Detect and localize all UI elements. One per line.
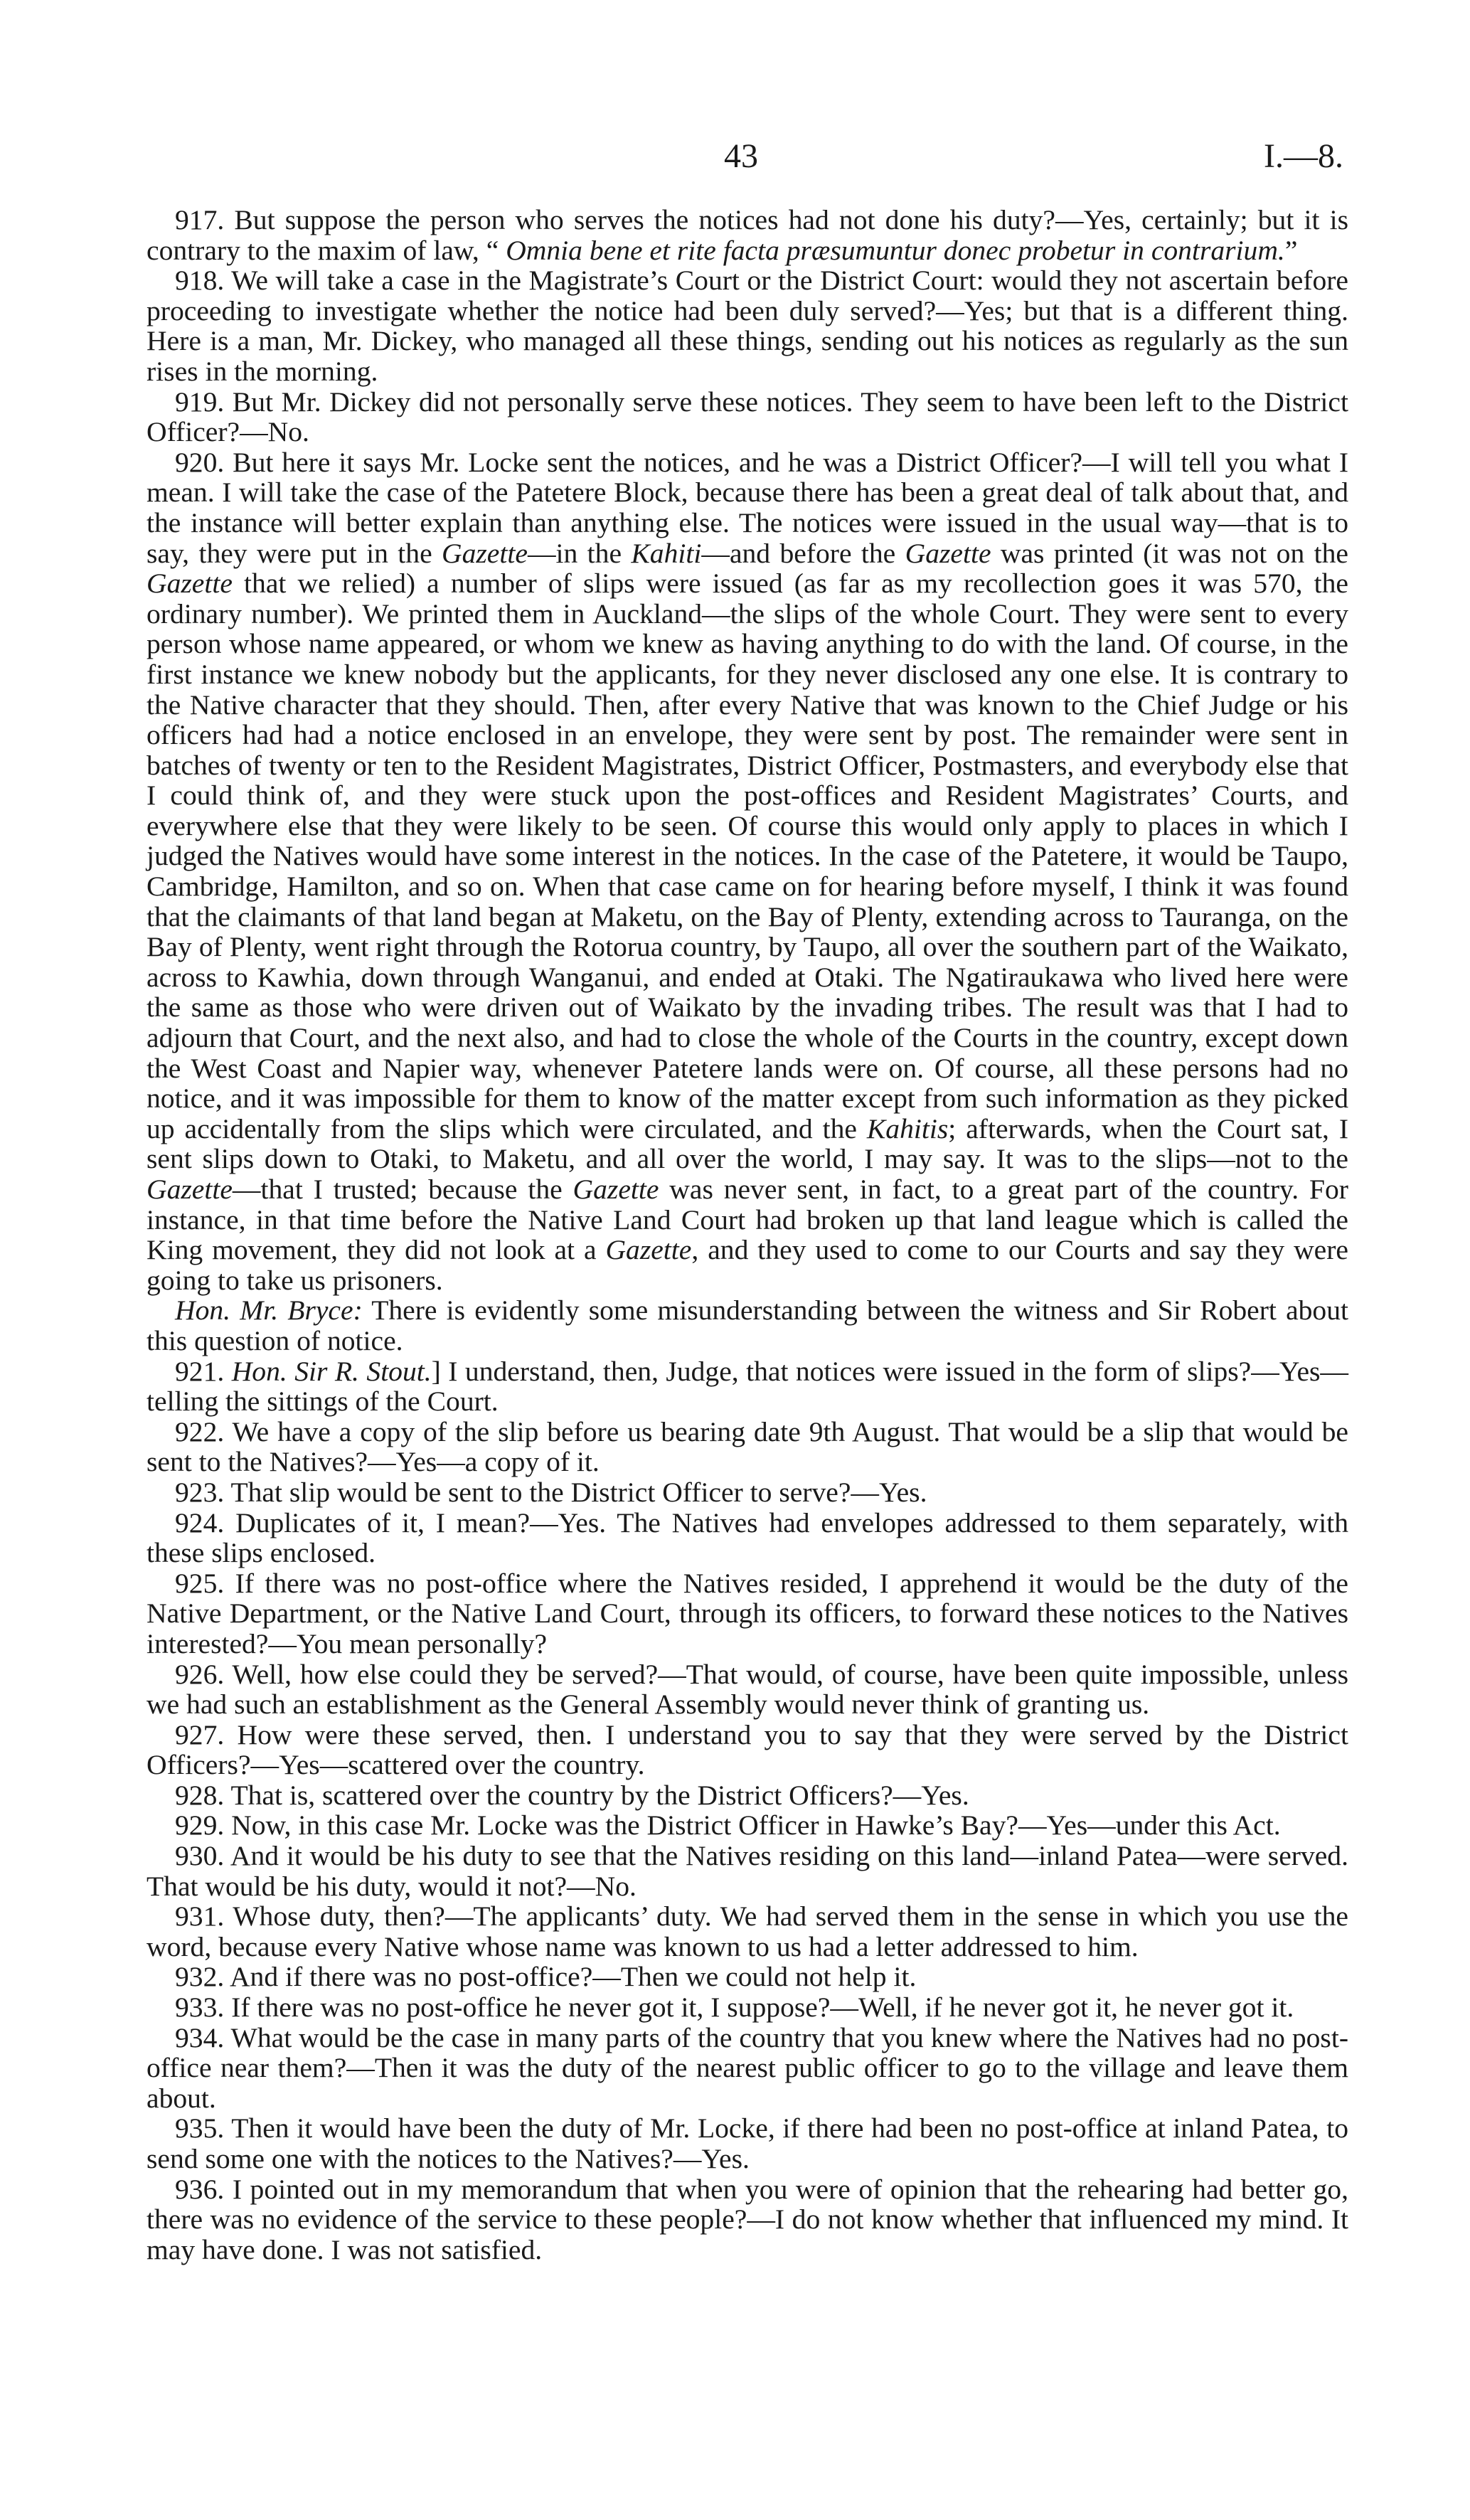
paragraph-934: 934. What would be the case in many parts of the country that you knew where the Natives had no post-office near them?—Then it was the duty of the nearest public officer to go to the village and leave them about. bbox=[147, 2021, 1348, 2114]
paragraph-925: 925. If there was no post-office where the Natives resided, I apprehend it would be the duty of the Native Department, or the Native Land Court, through its officers, to forward these notices to the Natives interested?—You mean personally? bbox=[147, 1567, 1348, 1659]
paragraph-927: 927. How were these served, then. I understand you to say that they were served by the District Officers?—Yes—scattered over the country. bbox=[147, 1718, 1348, 1781]
speaker-name: Hon. Sir R. Stout. bbox=[231, 1355, 432, 1387]
paragraph-930: 930. And it would be his duty to see that the Natives residing on this land—inland Patea—were served. That would be his duty, would it not?—No. bbox=[147, 1840, 1348, 1902]
document-reference: I.—8. bbox=[1264, 137, 1343, 175]
paragraph-918: 918. We will take a case in the Magistrate’s Court or the District Court: would they not ascertain before proceeding to investigate whether the notice had been duly served?—Yes; but that is a different thing. Here is a man, Mr. Dickey, who managed all these things, sending out his notices as regularly as the sun rises in the morning. bbox=[147, 265, 1348, 387]
paragraph-924: 924. Duplicates of it, I mean?—Yes. The Natives had envelopes addressed to them separately, with these slips enclosed. bbox=[147, 1506, 1348, 1569]
paragraph-931: 931. Whose duty, then?—The applicants’ duty. We had served them in the sense in which you use the word, because every Native whose name was known to us had a letter addressed to him. bbox=[147, 1900, 1348, 1962]
paragraph-923: 923. That slip would be sent to the District Officer to serve?—Yes. bbox=[175, 1476, 927, 1508]
speaker-name: Hon. Mr. Bryce: bbox=[175, 1294, 363, 1327]
paragraph-932: 932. And if there was no post-office?—Then we could not help it. bbox=[175, 1961, 917, 1993]
page-number: 43 bbox=[724, 137, 758, 175]
paragraph-bryce-remark: Hon. Mr. Bryce: There is evidently some misunderstanding between the witness and Sir Robert about this question of notice. bbox=[147, 1294, 1348, 1356]
paragraph-929: 929. Now, in this case Mr. Locke was the District Officer in Hawke’s Bay?—Yes—under this Act. bbox=[175, 1809, 1281, 1841]
paragraph-921: 921. Hon. Sir R. Stout.] I understand, then, Judge, that notices were issued in the form of slips?—Yes—telling the sittings of the Court. bbox=[147, 1355, 1348, 1418]
paragraph-920: 920. But here it says Mr. Locke sent the notices, and he was a District Officer?—I will tell you what I mean. I will take the case of the Patetere Block, because there has been a great deal of talk about that, and the instance will better explain than anything else. The notices were issued in the usual way—that is to say, they were put in the Gazette—in the Kahiti—and before the Gazette was printed (it was not on the Gazette that we relied) a number of slips were issued (as far as my recollection goes it was 570, the ordinary number). We printed them in Auckland—the slips of the whole Court. They were sent to every person whose name appeared, or whom we knew as having anything to do with the land. Of course, in the first instance we knew nobody but the applicants, for they never disclosed any one else. It is contrary to the Native character that they should. Then, after every Native that was known to the Chief Judge or his officers had had a notice enclosed in an envelope, they were sent by post. The remainder were sent in batches of twenty or ten to the Resident Magistrates, District Officer, Postmasters, and everybody else that I could think of, and they were stuck upon the post-offices and Resident Magistrates’ Courts, and everywhere else that they were likely to be seen. Of course this would only apply to places in which I judged the Natives would have some interest in the notices. In the case of the Patetere, it would be Taupo, Cambridge, Hamilton, and so on. When that case came on for hearing before myself, I think it was found that the claimants of that land began at Maketu, on the Bay of Plenty, extending across to Tauranga, on the Bay of Plenty, went right through the Rotorua country, by Taupo, all over the southern part of the Waikato, across to Kawhia, down through Wanganui, and ended at Otaki. The Ngatiraukawa who lived here were the same as those who were driven out of Waikato by the invading tribes. The result was that I had to adjourn that Court, and the next also, and had to close the whole of the Courts in the country, except down the West Coast and Napier way, whenever Patetere lands were on. Of course, all these persons had no notice, and it was impossible for them to know of the matter except from such information as they picked up accidentally from the slips which were circulated, and the Kahitis; afterwards, when the Court sat, I sent slips down to Otaki, to Maketu, and all over the world, I may say. It was to the slips—not to the Gazette—that I trusted; because the Gazette was never sent, in fact, to a great part of the country. For instance, in that time before the Native Land Court had broken up that land league which is called the King movement, they did not look at a Gazette, and they used to come to our Courts and say they were going to take us prisoners. bbox=[147, 446, 1348, 1296]
paragraph-936: 936. I pointed out in my memorandum that when you were of opinion that the rehearing had better go, there was no evidence of the service to these people?—I do not know whether that influenced my mind. It may have done. I was not satisfied. bbox=[147, 2173, 1348, 2265]
paragraph-922: 922. We have a copy of the slip before us bearing date 9th August. That would be a slip that would be sent to the Natives?—Yes—a copy of it. bbox=[147, 1415, 1348, 1478]
document-body bbox=[147, 205, 1348, 2265]
page-header bbox=[0, 127, 1470, 191]
paragraph-917: 917. But suppose the person who serves the notices had not done his duty?—Yes, certainly; but it is contrary to the maxim of law, “ Omnia bene et rite facta præsumuntur donec probetur in contrarium.” bbox=[147, 204, 1348, 266]
paragraph-928: 928. That is, scattered over the country by the District Officers?—Yes. bbox=[175, 1779, 969, 1811]
paragraph-926: 926. Well, how else could they be served?—That would, of course, have been quite impossible, unless we had such an establishment as the General Assembly would never think of granting us. bbox=[147, 1658, 1348, 1721]
paragraph-919: 919. But Mr. Dickey did not personally serve these notices. They seem to have been left to the District Officer?—No. bbox=[147, 386, 1348, 448]
paragraph-933: 933. If there was no post-office he never got it, I suppose?—Well, if he never got it, he never got it. bbox=[175, 1992, 1294, 2024]
paragraph-935: 935. Then it would have been the duty of Mr. Locke, if there had been no post-office at inland Patea, to send some one with the notices to the Natives?—Yes. bbox=[147, 2112, 1348, 2174]
